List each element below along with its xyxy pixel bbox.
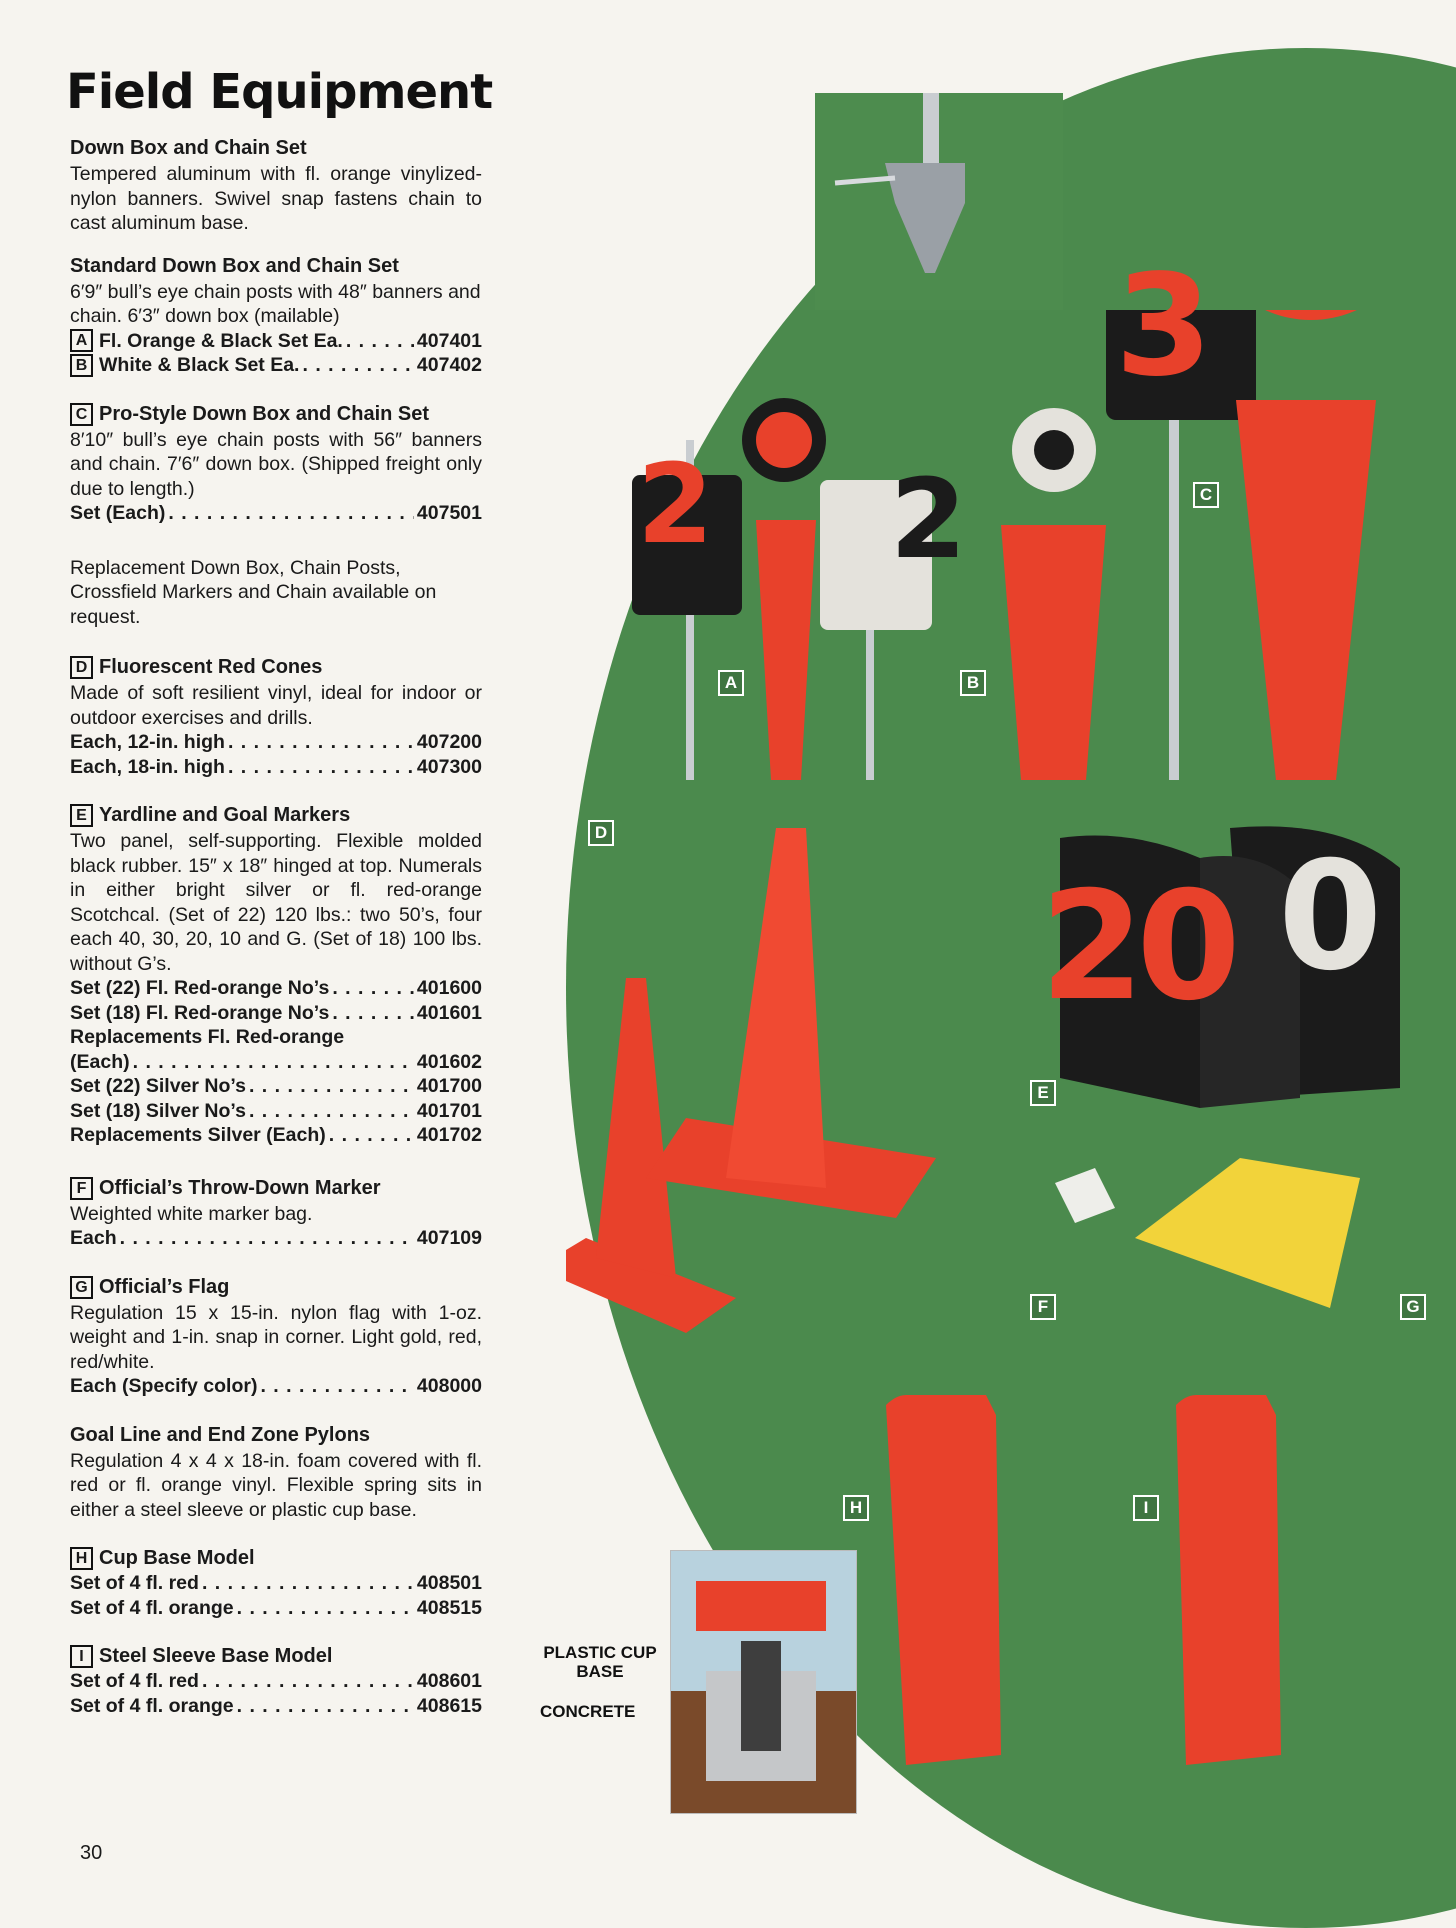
section-desc: Two panel, self-supporting. Flexible molded black rubber. 15″ x 18″ hinged at top. Numerals in either bright silver or fl. red-orange Scotchcal. (Set of 22) 120 lbs.: two 50’s, four each 40, 30, 20, 10 and G. (Set of 18) 100 lbs. without G’s. bbox=[70, 830, 482, 975]
section-cones bbox=[70, 655, 482, 779]
section-letter-box: G bbox=[70, 1276, 93, 1299]
item-code: 408615 bbox=[416, 1694, 482, 1717]
item-code: 408601 bbox=[416, 1670, 482, 1692]
marker-numeral-e-behind: 0 bbox=[1278, 830, 1383, 1004]
item-name: Set (22) Silver No’s bbox=[70, 1075, 246, 1097]
section-officials-flag bbox=[70, 1275, 482, 1399]
price-row bbox=[70, 1571, 482, 1596]
price-row bbox=[70, 1074, 482, 1099]
chain-base-illustration bbox=[815, 93, 1063, 310]
section-desc: 8′10″ bull’s eye chain posts with 56″ banners and chain. 7′6″ down box. (Shipped freight only due to length.) bbox=[70, 428, 482, 500]
photo-label-f: F bbox=[1030, 1294, 1056, 1320]
section-title: Steel Sleeve Base Model bbox=[99, 1645, 333, 1667]
section-desc: Regulation 15 x 15-in. nylon flag with 1-oz. weight and 1-in. snap in corner. Light gold, red, red/white. bbox=[70, 1301, 482, 1373]
item-name: Set of 4 fl. red bbox=[70, 1572, 199, 1594]
section-letter-box: H bbox=[70, 1547, 93, 1570]
section-title: Fluorescent Red Cones bbox=[99, 656, 323, 678]
item-name: White & Black Set Ea. bbox=[99, 354, 300, 376]
price-row bbox=[70, 1669, 482, 1694]
item-name: Replacements Fl. Red-orange bbox=[70, 1026, 345, 1048]
photo-label-b: B bbox=[960, 670, 986, 696]
photo-label-e: E bbox=[1030, 1080, 1056, 1106]
item-code: 407401 bbox=[416, 329, 482, 352]
section-title-row bbox=[70, 1275, 482, 1300]
price-row bbox=[70, 1694, 482, 1719]
section-letter-box: C bbox=[70, 403, 93, 426]
leader-dots bbox=[302, 353, 413, 378]
item-code: 407402 bbox=[416, 354, 482, 376]
item-name: Fl. Orange & Black Set Ea. bbox=[99, 329, 343, 352]
section-throw-down-marker bbox=[70, 1176, 482, 1251]
callout-concrete: CONCRETE bbox=[540, 1702, 636, 1721]
price-row bbox=[70, 1001, 482, 1026]
marker-numeral-c: 3 bbox=[1115, 245, 1213, 408]
price-row bbox=[70, 353, 482, 378]
section-down-box bbox=[70, 136, 482, 236]
section-title: Official’s Throw-Down Marker bbox=[99, 1176, 381, 1199]
item-code: 407200 bbox=[416, 731, 482, 753]
price-row bbox=[70, 1374, 482, 1399]
item-code: 401700 bbox=[416, 1075, 482, 1097]
section-pylons bbox=[70, 1423, 482, 1523]
marker-numeral-e: 20 bbox=[1040, 860, 1233, 1034]
photo-chain-base bbox=[815, 93, 1063, 310]
section-letter-box: E bbox=[70, 804, 93, 827]
leader-dots bbox=[237, 1596, 414, 1621]
section-pro-style bbox=[70, 402, 482, 526]
price-row bbox=[70, 501, 482, 526]
photo-label-c: C bbox=[1193, 482, 1219, 508]
leader-dots bbox=[202, 1669, 414, 1694]
price-row bbox=[70, 1099, 482, 1124]
item-code: 407300 bbox=[416, 755, 482, 778]
item-letter-box: A bbox=[70, 329, 93, 352]
leader-dots bbox=[228, 755, 414, 780]
item-name: Each, 18-in. high bbox=[70, 755, 225, 778]
leader-dots bbox=[249, 1074, 414, 1099]
cup-base-illustration bbox=[671, 1551, 856, 1813]
leader-dots bbox=[260, 1374, 413, 1399]
catalog-column bbox=[70, 136, 482, 1742]
leader-dots bbox=[237, 1694, 414, 1719]
page-title: Field Equipment bbox=[66, 64, 493, 120]
leader-dots bbox=[202, 1571, 414, 1596]
price-row bbox=[70, 1226, 482, 1251]
price-row bbox=[70, 1050, 482, 1075]
item-code: 401601 bbox=[416, 1001, 482, 1024]
item-code: 401600 bbox=[416, 977, 482, 999]
section-letter-box: F bbox=[70, 1177, 93, 1200]
section-title: Standard Down Box and Chain Set bbox=[70, 254, 399, 277]
section-title-row bbox=[70, 1644, 482, 1669]
section-cup-base bbox=[70, 1546, 482, 1620]
price-row bbox=[70, 329, 482, 354]
section-title: Cup Base Model bbox=[99, 1547, 255, 1569]
photo-label-d: D bbox=[588, 820, 614, 846]
item-code: 401702 bbox=[416, 1124, 482, 1146]
item-letter-box: B bbox=[70, 354, 93, 377]
section-title-row bbox=[70, 803, 482, 828]
section-letter-box: D bbox=[70, 656, 93, 679]
item-name: Set (18) Silver No’s bbox=[70, 1099, 246, 1122]
item-name: Set (22) Fl. Red-orange No’s bbox=[70, 977, 330, 999]
leader-dots bbox=[332, 1001, 414, 1026]
marker-flag-illustration bbox=[1000, 1138, 1456, 1338]
section-title: Goal Line and End Zone Pylons bbox=[70, 1423, 371, 1446]
leader-dots bbox=[332, 976, 414, 1001]
section-desc: Weighted white marker bag. bbox=[70, 1202, 313, 1225]
cones-illustration bbox=[566, 798, 988, 1336]
callout-plastic-cup-base: PLASTIC CUP BASE bbox=[543, 1643, 657, 1681]
section-standard-set bbox=[70, 254, 482, 378]
section-desc: 6′9″ bull’s eye chain posts with 48″ banners and chain. 6′3″ down box (mailable) bbox=[70, 280, 481, 327]
leader-dots bbox=[168, 501, 414, 526]
leader-dots bbox=[329, 1123, 414, 1148]
item-name: Replacements Silver (Each) bbox=[70, 1124, 326, 1146]
leader-dots bbox=[133, 1050, 414, 1075]
item-code: 407109 bbox=[416, 1227, 482, 1249]
section-title: Yardline and Goal Markers bbox=[99, 804, 351, 826]
section-title-row bbox=[70, 402, 482, 427]
item-code: 407501 bbox=[416, 502, 482, 524]
section-yardline-markers bbox=[70, 803, 482, 1148]
leader-dots bbox=[228, 730, 414, 755]
item-code: 408501 bbox=[416, 1572, 482, 1594]
section-desc: Regulation 4 x 4 x 18-in. foam covered with fl. red or fl. orange vinyl. Flexible spring sits in either a steel sleeve or plastic cup base. bbox=[70, 1449, 482, 1521]
item-code: 408000 bbox=[416, 1375, 482, 1397]
item-name: Set of 4 fl. red bbox=[70, 1670, 199, 1692]
section-replacement-note bbox=[70, 556, 482, 630]
price-row bbox=[70, 1596, 482, 1621]
item-code: 401701 bbox=[416, 1099, 482, 1122]
page-number: 30 bbox=[80, 1842, 103, 1864]
section-title-row bbox=[70, 1546, 482, 1571]
item-name: Each, 12-in. high bbox=[70, 731, 225, 753]
section-letter-box: I bbox=[70, 1645, 93, 1668]
section-desc: Tempered aluminum with fl. orange vinylized-nylon banners. Swivel snap fastens chain to cast aluminum base. bbox=[70, 163, 482, 234]
item-code: 408515 bbox=[416, 1596, 482, 1619]
photo-label-i: I bbox=[1133, 1495, 1159, 1521]
item-name: Each (Specify color) bbox=[70, 1375, 258, 1397]
item-name: Set of 4 fl. orange bbox=[70, 1596, 234, 1619]
price-row bbox=[70, 1025, 482, 1050]
item-name: (Each) bbox=[70, 1050, 130, 1073]
section-title: Down Box and Chain Set bbox=[70, 137, 307, 159]
price-row bbox=[70, 730, 482, 755]
price-row bbox=[70, 755, 482, 780]
price-row bbox=[70, 1123, 482, 1148]
photo-label-h: H bbox=[843, 1495, 869, 1521]
section-title: Pro-Style Down Box and Chain Set bbox=[99, 402, 430, 425]
photo-label-a: A bbox=[718, 670, 744, 696]
photo-marker-and-flag bbox=[1000, 1138, 1456, 1338]
marker-numeral-a: 2 bbox=[637, 440, 714, 568]
section-desc: Replacement Down Box, Chain Posts, Crossfield Markers and Chain available on request. bbox=[70, 556, 437, 628]
item-name: Set (18) Fl. Red-orange No’s bbox=[70, 1001, 330, 1024]
section-title-row bbox=[70, 1176, 482, 1201]
item-name: Each bbox=[70, 1227, 117, 1249]
photo-cones bbox=[566, 798, 988, 1336]
item-name: Set (Each) bbox=[70, 502, 166, 524]
leader-dots bbox=[120, 1226, 414, 1251]
section-steel-sleeve bbox=[70, 1644, 482, 1718]
cup-base-diagram bbox=[670, 1550, 857, 1814]
item-code: 401602 bbox=[416, 1050, 482, 1073]
leader-dots bbox=[346, 329, 414, 354]
item-name: Set of 4 fl. orange bbox=[70, 1694, 234, 1717]
marker-numeral-b: 2 bbox=[890, 455, 967, 583]
section-title-row bbox=[70, 655, 482, 680]
section-desc: Made of soft resilient vinyl, ideal for indoor or outdoor exercises and drills. bbox=[70, 682, 482, 729]
leader-dots bbox=[249, 1099, 414, 1124]
section-title: Official’s Flag bbox=[99, 1275, 230, 1298]
price-row bbox=[70, 976, 482, 1001]
photo-label-g: G bbox=[1400, 1294, 1426, 1320]
